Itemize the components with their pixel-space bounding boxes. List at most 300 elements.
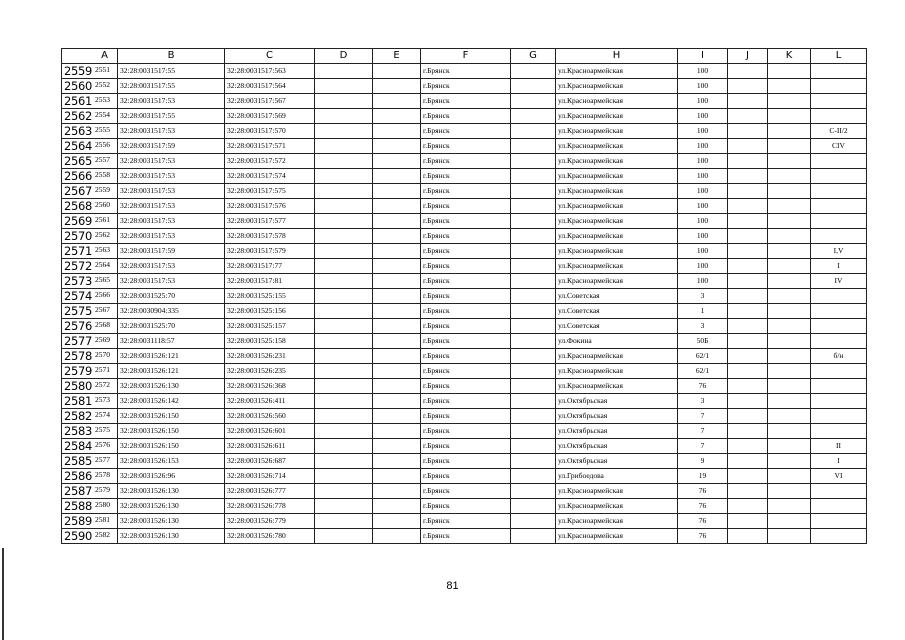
cell-d[interactable] (315, 259, 373, 274)
cell-g[interactable] (511, 529, 556, 544)
cell-c[interactable]: 32:28:0031526:780 (225, 529, 315, 544)
cell-b[interactable]: 32:28:0031526:130 (118, 484, 225, 499)
cell-c[interactable]: 32:28:0031526:411 (225, 394, 315, 409)
cell-c[interactable]: 32:28:0031517:569 (225, 109, 315, 124)
cell-b[interactable]: 32:28:0031517:53 (118, 214, 225, 229)
cell-e[interactable] (373, 289, 421, 304)
cell-f[interactable]: г.Брянск (421, 349, 511, 364)
cell-c[interactable]: 32:28:0031525:158 (225, 334, 315, 349)
cell-g[interactable] (511, 304, 556, 319)
cell-f[interactable]: г.Брянск (421, 199, 511, 214)
cell-d[interactable] (315, 94, 373, 109)
cell-d[interactable] (315, 214, 373, 229)
cell-l[interactable] (811, 319, 867, 334)
cell-h[interactable]: ул.Красноармейская (556, 109, 678, 124)
cell-b[interactable]: 32:28:0031517:53 (118, 124, 225, 139)
cell-i[interactable]: 100 (678, 109, 728, 124)
cell-i[interactable]: 3 (678, 394, 728, 409)
cell-f[interactable]: г.Брянск (421, 259, 511, 274)
cell-j[interactable] (728, 169, 768, 184)
cell-g[interactable] (511, 109, 556, 124)
cell-i[interactable]: 76 (678, 499, 728, 514)
cell-f[interactable]: г.Брянск (421, 274, 511, 289)
cell-i[interactable]: 1 (678, 304, 728, 319)
cell-k[interactable] (768, 364, 811, 379)
cell-d[interactable] (315, 169, 373, 184)
cell-d[interactable] (315, 409, 373, 424)
cell-l[interactable]: I (811, 454, 867, 469)
row-header-cell[interactable] (62, 94, 118, 109)
row-header-cell[interactable] (62, 349, 118, 364)
cell-b[interactable]: 32:28:0031526:96 (118, 469, 225, 484)
cell-h[interactable]: ул.Красноармейская (556, 349, 678, 364)
cell-h[interactable]: ул.Красноармейская (556, 259, 678, 274)
column-header-L[interactable]: L (811, 49, 867, 64)
cell-k[interactable] (768, 424, 811, 439)
cell-k[interactable] (768, 184, 811, 199)
row-header-cell[interactable] (62, 244, 118, 259)
cell-c[interactable]: 32:28:0031525:155 (225, 289, 315, 304)
cell-h[interactable]: ул.Красноармейская (556, 139, 678, 154)
cell-h[interactable]: ул.Красноармейская (556, 199, 678, 214)
cell-f[interactable]: г.Брянск (421, 184, 511, 199)
cell-g[interactable] (511, 409, 556, 424)
row-header-cell[interactable] (62, 184, 118, 199)
cell-f[interactable]: г.Брянск (421, 289, 511, 304)
cell-i[interactable]: 100 (678, 94, 728, 109)
cell-b[interactable]: 32:28:0031526:130 (118, 529, 225, 544)
cell-j[interactable] (728, 484, 768, 499)
cell-d[interactable] (315, 364, 373, 379)
cell-l[interactable]: б/н (811, 349, 867, 364)
cell-g[interactable] (511, 214, 556, 229)
cell-g[interactable] (511, 364, 556, 379)
cell-l[interactable] (811, 424, 867, 439)
cell-c[interactable]: 32:28:0031526:560 (225, 409, 315, 424)
cell-e[interactable] (373, 64, 421, 79)
cell-j[interactable] (728, 349, 768, 364)
cell-e[interactable] (373, 184, 421, 199)
cell-g[interactable] (511, 184, 556, 199)
cell-j[interactable] (728, 259, 768, 274)
cell-l[interactable] (811, 199, 867, 214)
cell-h[interactable]: ул.Красноармейская (556, 244, 678, 259)
cell-k[interactable] (768, 274, 811, 289)
cell-c[interactable]: 32:28:0031526:777 (225, 484, 315, 499)
row-header-cell[interactable] (62, 484, 118, 499)
cell-i[interactable]: 100 (678, 79, 728, 94)
cell-e[interactable] (373, 79, 421, 94)
cell-g[interactable] (511, 334, 556, 349)
cell-h[interactable]: ул.Красноармейская (556, 484, 678, 499)
cell-f[interactable]: г.Брянск (421, 469, 511, 484)
cell-b[interactable]: 32:28:0031526:121 (118, 364, 225, 379)
cell-c[interactable]: 32:28:0031526:611 (225, 439, 315, 454)
cell-l[interactable] (811, 334, 867, 349)
cell-l[interactable] (811, 409, 867, 424)
cell-e[interactable] (373, 214, 421, 229)
cell-j[interactable] (728, 499, 768, 514)
cell-g[interactable] (511, 139, 556, 154)
cell-l[interactable] (811, 499, 867, 514)
cell-i[interactable]: 100 (678, 139, 728, 154)
cell-e[interactable] (373, 439, 421, 454)
row-header-cell[interactable] (62, 64, 118, 79)
row-header-cell[interactable] (62, 439, 118, 454)
cell-h[interactable]: ул.Октябрьская (556, 409, 678, 424)
row-header-cell[interactable] (62, 289, 118, 304)
cell-h[interactable]: ул.Красноармейская (556, 214, 678, 229)
cell-e[interactable] (373, 334, 421, 349)
cell-k[interactable] (768, 199, 811, 214)
cell-d[interactable] (315, 394, 373, 409)
cell-b[interactable]: 32:28:0031517:53 (118, 259, 225, 274)
cell-d[interactable] (315, 334, 373, 349)
cell-i[interactable]: 100 (678, 259, 728, 274)
column-header-A[interactable]: A (62, 49, 118, 64)
cell-c[interactable]: 32:28:0031517:576 (225, 199, 315, 214)
cell-c[interactable]: 32:28:0031517:572 (225, 154, 315, 169)
cell-i[interactable]: 76 (678, 379, 728, 394)
row-header-cell[interactable] (62, 529, 118, 544)
cell-d[interactable] (315, 424, 373, 439)
row-header-cell[interactable] (62, 79, 118, 94)
cell-l[interactable] (811, 184, 867, 199)
cell-i[interactable]: 62/1 (678, 364, 728, 379)
cell-k[interactable] (768, 409, 811, 424)
column-header-H[interactable]: H (556, 49, 678, 64)
cell-g[interactable] (511, 394, 556, 409)
cell-f[interactable]: г.Брянск (421, 529, 511, 544)
cell-f[interactable]: г.Брянск (421, 79, 511, 94)
cell-l[interactable] (811, 379, 867, 394)
cell-i[interactable]: 100 (678, 124, 728, 139)
cell-l[interactable] (811, 214, 867, 229)
cell-e[interactable] (373, 319, 421, 334)
cell-g[interactable] (511, 274, 556, 289)
cell-b[interactable]: 32:28:0031526:130 (118, 514, 225, 529)
cell-l[interactable] (811, 79, 867, 94)
cell-e[interactable] (373, 469, 421, 484)
cell-g[interactable] (511, 349, 556, 364)
cell-e[interactable] (373, 274, 421, 289)
row-header-cell[interactable] (62, 334, 118, 349)
cell-c[interactable]: 32:28:0031517:564 (225, 79, 315, 94)
cell-b[interactable]: 32:28:0031517:53 (118, 199, 225, 214)
cell-i[interactable]: 76 (678, 529, 728, 544)
cell-c[interactable]: 32:28:0031517:77 (225, 259, 315, 274)
cell-j[interactable] (728, 394, 768, 409)
cell-j[interactable] (728, 244, 768, 259)
row-header-cell[interactable] (62, 469, 118, 484)
cell-c[interactable]: 32:28:0031517:579 (225, 244, 315, 259)
cell-i[interactable]: 7 (678, 424, 728, 439)
cell-h[interactable]: ул.Советская (556, 289, 678, 304)
cell-c[interactable]: 32:28:0031517:567 (225, 94, 315, 109)
cell-h[interactable]: ул.Красноармейская (556, 184, 678, 199)
cell-g[interactable] (511, 244, 556, 259)
cell-j[interactable] (728, 454, 768, 469)
cell-b[interactable]: 32:28:0031526:153 (118, 454, 225, 469)
cell-h[interactable]: ул.Октябрьская (556, 424, 678, 439)
cell-j[interactable] (728, 424, 768, 439)
cell-f[interactable]: г.Брянск (421, 109, 511, 124)
cell-k[interactable] (768, 64, 811, 79)
cell-b[interactable]: 32:28:0031526:130 (118, 379, 225, 394)
column-header-G[interactable]: G (511, 49, 556, 64)
cell-b[interactable]: 32:28:0031517:53 (118, 184, 225, 199)
cell-e[interactable] (373, 394, 421, 409)
column-header-D[interactable]: D (315, 49, 373, 64)
cell-j[interactable] (728, 529, 768, 544)
column-header-J[interactable]: J (728, 49, 768, 64)
cell-h[interactable]: ул.Красноармейская (556, 499, 678, 514)
cell-b[interactable]: 32:28:0031526:142 (118, 394, 225, 409)
cell-c[interactable]: 32:28:0031525:156 (225, 304, 315, 319)
cell-h[interactable]: ул.Красноармейская (556, 379, 678, 394)
cell-l[interactable]: I,V (811, 244, 867, 259)
cell-f[interactable]: г.Брянск (421, 364, 511, 379)
cell-b[interactable]: 32:28:0031517:53 (118, 94, 225, 109)
cell-e[interactable] (373, 454, 421, 469)
cell-g[interactable] (511, 454, 556, 469)
column-header-B[interactable]: B (118, 49, 225, 64)
cell-j[interactable] (728, 274, 768, 289)
cell-i[interactable]: 100 (678, 64, 728, 79)
cell-l[interactable] (811, 364, 867, 379)
cell-l[interactable]: CIV (811, 139, 867, 154)
cell-k[interactable] (768, 394, 811, 409)
cell-b[interactable]: 32:28:0031526:150 (118, 409, 225, 424)
cell-d[interactable] (315, 154, 373, 169)
row-header-cell[interactable] (62, 379, 118, 394)
row-header-cell[interactable] (62, 424, 118, 439)
cell-i[interactable]: 100 (678, 184, 728, 199)
cell-c[interactable]: 32:28:0031526:779 (225, 514, 315, 529)
cell-j[interactable] (728, 154, 768, 169)
cell-k[interactable] (768, 514, 811, 529)
cell-c[interactable]: 32:28:0031517:577 (225, 214, 315, 229)
cell-b[interactable]: 32:28:0031517:55 (118, 64, 225, 79)
row-header-cell[interactable] (62, 514, 118, 529)
cell-g[interactable] (511, 154, 556, 169)
cell-j[interactable] (728, 409, 768, 424)
cell-h[interactable]: ул.Октябрьская (556, 439, 678, 454)
cell-k[interactable] (768, 244, 811, 259)
cell-f[interactable]: г.Брянск (421, 304, 511, 319)
cell-b[interactable]: 32:28:0031517:53 (118, 274, 225, 289)
cell-h[interactable]: ул.Красноармейская (556, 364, 678, 379)
cell-j[interactable] (728, 364, 768, 379)
cell-d[interactable] (315, 454, 373, 469)
cell-l[interactable] (811, 514, 867, 529)
cell-i[interactable]: 100 (678, 244, 728, 259)
cell-f[interactable]: г.Брянск (421, 394, 511, 409)
cell-e[interactable] (373, 484, 421, 499)
cell-e[interactable] (373, 94, 421, 109)
cell-b[interactable]: 32:28:0031517:55 (118, 79, 225, 94)
cell-i[interactable]: 76 (678, 484, 728, 499)
cell-i[interactable]: 3 (678, 289, 728, 304)
cell-c[interactable]: 32:28:0031517:575 (225, 184, 315, 199)
cell-k[interactable] (768, 259, 811, 274)
cell-b[interactable]: 32:28:0031526:150 (118, 424, 225, 439)
cell-l[interactable] (811, 529, 867, 544)
cell-d[interactable] (315, 499, 373, 514)
cell-b[interactable]: 32:28:0031517:55 (118, 109, 225, 124)
cell-g[interactable] (511, 259, 556, 274)
column-header-K[interactable]: K (768, 49, 811, 64)
cell-c[interactable]: 32:28:0031526:601 (225, 424, 315, 439)
cell-d[interactable] (315, 484, 373, 499)
cell-h[interactable]: ул.Октябрьская (556, 454, 678, 469)
cell-g[interactable] (511, 319, 556, 334)
row-header-cell[interactable] (62, 364, 118, 379)
cell-k[interactable] (768, 289, 811, 304)
cell-g[interactable] (511, 379, 556, 394)
cell-l[interactable]: II (811, 439, 867, 454)
cell-d[interactable] (315, 124, 373, 139)
cell-k[interactable] (768, 529, 811, 544)
cell-j[interactable] (728, 214, 768, 229)
column-header-C[interactable]: C (225, 49, 315, 64)
cell-f[interactable]: г.Брянск (421, 424, 511, 439)
cell-l[interactable]: VI (811, 469, 867, 484)
cell-b[interactable]: 32:28:0031526:130 (118, 499, 225, 514)
cell-f[interactable]: г.Брянск (421, 94, 511, 109)
row-header-cell[interactable] (62, 154, 118, 169)
cell-d[interactable] (315, 514, 373, 529)
cell-h[interactable]: ул.Красноармейская (556, 154, 678, 169)
cell-k[interactable] (768, 379, 811, 394)
cell-j[interactable] (728, 304, 768, 319)
cell-b[interactable]: 32:28:0031525:70 (118, 289, 225, 304)
cell-j[interactable] (728, 124, 768, 139)
cell-e[interactable] (373, 499, 421, 514)
cell-f[interactable]: г.Брянск (421, 244, 511, 259)
row-header-cell[interactable] (62, 319, 118, 334)
cell-c[interactable]: 32:28:0031526:235 (225, 364, 315, 379)
cell-h[interactable]: ул.Красноармейская (556, 124, 678, 139)
cell-h[interactable]: ул.Грибоедова (556, 469, 678, 484)
cell-e[interactable] (373, 259, 421, 274)
cell-e[interactable] (373, 139, 421, 154)
row-header-cell[interactable] (62, 109, 118, 124)
cell-h[interactable]: ул.Красноармейская (556, 79, 678, 94)
cell-f[interactable]: г.Брянск (421, 169, 511, 184)
cell-f[interactable]: г.Брянск (421, 154, 511, 169)
cell-g[interactable] (511, 484, 556, 499)
cell-h[interactable]: ул.Советская (556, 304, 678, 319)
row-header-cell[interactable] (62, 199, 118, 214)
cell-e[interactable] (373, 349, 421, 364)
cell-l[interactable] (811, 394, 867, 409)
cell-e[interactable] (373, 229, 421, 244)
cell-e[interactable] (373, 364, 421, 379)
cell-g[interactable] (511, 514, 556, 529)
cell-k[interactable] (768, 484, 811, 499)
row-header-cell[interactable] (62, 304, 118, 319)
cell-b[interactable]: 32:28:0031517:53 (118, 229, 225, 244)
cell-k[interactable] (768, 499, 811, 514)
cell-c[interactable]: 32:28:0031517:578 (225, 229, 315, 244)
cell-e[interactable] (373, 154, 421, 169)
cell-f[interactable]: г.Брянск (421, 214, 511, 229)
cell-g[interactable] (511, 229, 556, 244)
cell-c[interactable]: 32:28:0031517:571 (225, 139, 315, 154)
cell-l[interactable] (811, 484, 867, 499)
cell-c[interactable]: 32:28:0031526:778 (225, 499, 315, 514)
cell-l[interactable]: I (811, 259, 867, 274)
cell-g[interactable] (511, 469, 556, 484)
cell-c[interactable]: 32:28:0031517:563 (225, 64, 315, 79)
cell-f[interactable]: г.Брянск (421, 499, 511, 514)
cell-l[interactable]: C-II/2 (811, 124, 867, 139)
cell-j[interactable] (728, 199, 768, 214)
cell-j[interactable] (728, 139, 768, 154)
cell-i[interactable]: 7 (678, 409, 728, 424)
cell-d[interactable] (315, 379, 373, 394)
cell-i[interactable]: 100 (678, 214, 728, 229)
cell-b[interactable]: 32:28:0031517:59 (118, 139, 225, 154)
cell-h[interactable]: ул.Красноармейская (556, 274, 678, 289)
cell-h[interactable]: ул.Красноармейская (556, 529, 678, 544)
cell-b[interactable]: 32:28:0031517:53 (118, 169, 225, 184)
cell-g[interactable] (511, 124, 556, 139)
cell-g[interactable] (511, 94, 556, 109)
cell-d[interactable] (315, 319, 373, 334)
cell-d[interactable] (315, 469, 373, 484)
cell-g[interactable] (511, 199, 556, 214)
cell-b[interactable]: 32:28:0031526:150 (118, 439, 225, 454)
cell-e[interactable] (373, 409, 421, 424)
cell-e[interactable] (373, 424, 421, 439)
cell-h[interactable]: ул.Октябрьская (556, 394, 678, 409)
cell-k[interactable] (768, 439, 811, 454)
cell-j[interactable] (728, 184, 768, 199)
cell-c[interactable]: 32:28:0031517:81 (225, 274, 315, 289)
row-header-cell[interactable] (62, 139, 118, 154)
row-header-cell[interactable] (62, 454, 118, 469)
cell-k[interactable] (768, 334, 811, 349)
cell-f[interactable]: г.Брянск (421, 64, 511, 79)
cell-h[interactable]: ул.Красноармейская (556, 169, 678, 184)
cell-f[interactable]: г.Брянск (421, 439, 511, 454)
cell-i[interactable]: 9 (678, 454, 728, 469)
cell-i[interactable]: 62/1 (678, 349, 728, 364)
cell-f[interactable]: г.Брянск (421, 514, 511, 529)
cell-e[interactable] (373, 169, 421, 184)
cell-e[interactable] (373, 529, 421, 544)
cell-h[interactable]: ул.Красноармейская (556, 64, 678, 79)
cell-j[interactable] (728, 319, 768, 334)
cell-g[interactable] (511, 79, 556, 94)
cell-d[interactable] (315, 289, 373, 304)
row-header-cell[interactable] (62, 124, 118, 139)
cell-e[interactable] (373, 514, 421, 529)
cell-c[interactable]: 32:28:0031526:687 (225, 454, 315, 469)
cell-c[interactable]: 32:28:0031526:368 (225, 379, 315, 394)
cell-d[interactable] (315, 64, 373, 79)
cell-k[interactable] (768, 139, 811, 154)
row-header-cell[interactable] (62, 274, 118, 289)
cell-b[interactable]: 32:28:0031517:59 (118, 244, 225, 259)
cell-f[interactable]: г.Брянск (421, 454, 511, 469)
cell-d[interactable] (315, 304, 373, 319)
cell-c[interactable]: 32:28:0031526:231 (225, 349, 315, 364)
row-header-cell[interactable] (62, 214, 118, 229)
cell-b[interactable]: 32:28:0031118:57 (118, 334, 225, 349)
